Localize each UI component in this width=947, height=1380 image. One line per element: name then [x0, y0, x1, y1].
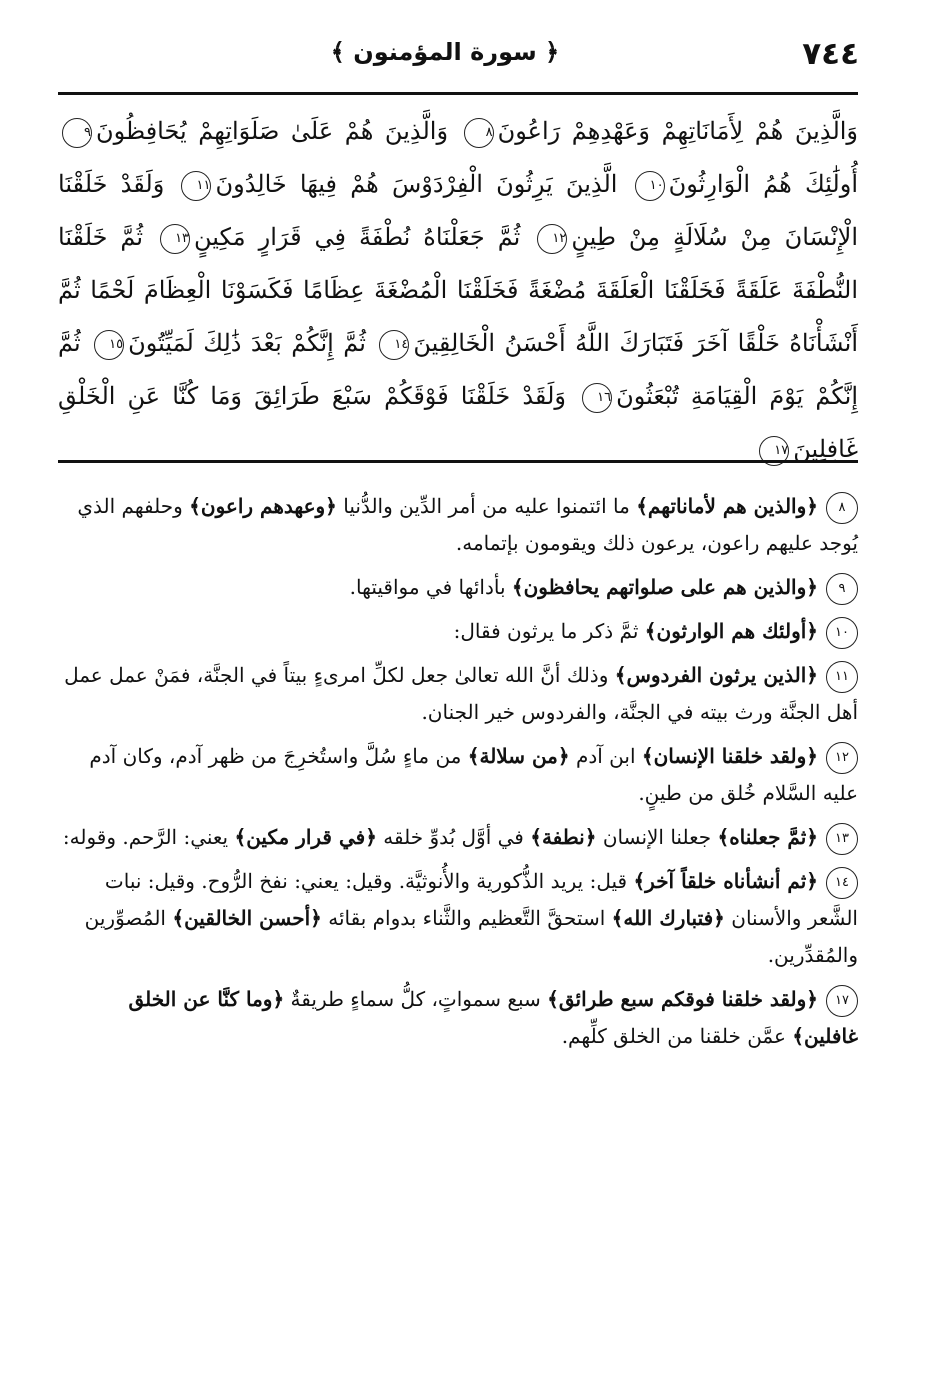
quoted-verse: ﴿وعهدهم راعون﴾ [189, 494, 337, 518]
verse-text: وَلَقَدْ خَلَقْنَا فَوْقَكُمْ سَبْعَ طَرَائِقَ وَمَا كُنَّا عَنِ الْخَلْقِ غَافِلِينَ [58, 382, 858, 463]
verse-number-badge: ١٢ [826, 742, 858, 774]
quoted-verse: ﴿الذين يرثون الفردوس﴾ [614, 663, 818, 687]
verse-number-marker: ١١ [181, 171, 211, 201]
surah-title: ﴿ سورة المؤمنون ﴾ [330, 38, 560, 66]
commentary-note [58, 738, 858, 812]
quoted-verse: ﴿من سلالة﴾ [467, 744, 570, 768]
quoted-verse: ﴿والذين هم على صلواتهم يحافظون﴾ [511, 575, 818, 599]
quoted-verse: ﴿في قرار مكين﴾ [234, 825, 377, 849]
verse-number-marker: ١٠ [635, 171, 665, 201]
verse-number-marker: ١٧ [759, 436, 789, 466]
note-text: ابن آدم [569, 744, 642, 768]
quoted-verse: ﴿والذين هم لأماناتهم﴾ [636, 494, 818, 518]
verse-number-badge: ٩ [826, 573, 858, 605]
quoted-verse: ﴿وما كنَّا عن الخلق غافلين﴾ [128, 987, 858, 1048]
commentary-note [58, 657, 858, 731]
commentary-note [58, 613, 858, 650]
quoted-verse: ﴿ثمَّ جعلناه﴾ [717, 825, 818, 849]
page-number: ٧٤٤ [802, 36, 859, 72]
verse-number-marker: ١٤ [379, 330, 409, 360]
quran-text-block [58, 105, 858, 476]
verse-text: وَالَّذِينَ هُمْ عَلَىٰ صَلَوَاتِهِمْ يُحَافِظُونَ [96, 117, 449, 145]
verse-number-marker: ١٥ [94, 330, 124, 360]
note-text: ثمَّ ذكر ما يرثون فقال: [453, 619, 645, 643]
verse-text: ثُمَّ إِنَّكُمْ يَوْمَ الْقِيَامَةِ تُبْعَثُونَ [58, 329, 858, 410]
commentary-note [58, 981, 858, 1055]
quoted-verse: ﴿فتبارك الله﴾ [611, 906, 725, 930]
note-text: جعلنا الإنسان [596, 825, 718, 849]
verse-number-badge: ١٠ [826, 617, 858, 649]
verse-number-badge: ١١ [826, 661, 858, 693]
verse-number-badge: ١٧ [826, 985, 858, 1017]
note-text: ما ائتمنوا عليه من أمر الدِّين والدُّنيا [336, 494, 637, 518]
verse-text: ثُمَّ خَلَقْنَا النُّطْفَةَ عَلَقَةً فَخَلَقْنَا الْعَلَقَةَ مُضْغَةً فَخَلَقْنَا الْمُضْغَةَ عِظَامًا فَكَسَوْنَا الْعِظَامَ لَحْمًا ثُمَّ أَنْشَأْنَاهُ خَلْقًا آخَرَ فَتَبَارَكَ اللَّهُ أَحْسَنُ الْخَالِقِينَ [58, 223, 858, 357]
section-divider [58, 460, 858, 463]
verse-text: ثُمَّ جَعَلْنَاهُ نُطْفَةً فِي قَرَارٍ مَكِينٍ [194, 223, 521, 251]
quoted-verse: ﴿ولقد خلقنا الإنسان﴾ [641, 744, 818, 768]
commentary-note [58, 863, 858, 974]
commentary-note [58, 569, 858, 606]
quoted-verse: ﴿ولقد خلقنا فوقكم سبع طرائق﴾ [547, 987, 818, 1011]
verse-number-marker: ١٢ [537, 224, 567, 254]
commentary-block [58, 488, 858, 1062]
commentary-note [58, 488, 858, 562]
note-text: قيل: يريد الذُّكورية والأُنوثيَّة. وقيل: يعني: نفخ الرُّوح. وقيل: نبات الشَّعر والأسنان [104, 869, 858, 930]
verse-text: أُولَٰئِكَ هُمُ الْوَارِثُونَ [668, 170, 858, 198]
note-text: عمَّن خلقنا من الخلق كلِّهم. [561, 1024, 793, 1048]
note-text: وحلفهم الذي يُوجد عليهم راعون، يرعون ذلك ويقومون بإتمامه. [77, 494, 858, 555]
verse-number-badge: ١٣ [826, 823, 858, 855]
verse-text: الَّذِينَ يَرِثُونَ الْفِرْدَوْسَ هُمْ فِيهَا خَالِدُونَ [215, 170, 618, 198]
quoted-verse: ﴿أولئك هم الوارثون﴾ [644, 619, 818, 643]
verse-number-badge: ١٤ [826, 867, 858, 899]
verse-number-marker: ١٦ [582, 383, 612, 413]
verse-number-marker: ١٣ [160, 224, 190, 254]
note-text: من ماءٍ سُلَّ واستُخرِجَ من ظهر آدم، وكان آدم عليه السَّلام خُلق من طينٍ. [89, 744, 858, 805]
note-text: سبع سمواتٍ، كلُّ سماءٍ طريقةٌ [284, 987, 548, 1011]
verse-number-marker: ٩ [62, 118, 92, 148]
verse-number-badge: ٨ [826, 492, 858, 524]
note-text: في أوَّل بُدوِّ خلقه [376, 825, 531, 849]
note-text: وذلك أنَّ الله تعالىٰ جعل لكلِّ امرىءٍ بيتاً في الجنَّة، فمَنْ عمل عمل أهل الجنَّة ورث بيته في الجنَّة، والفردوس خير الجنان. [64, 663, 858, 724]
quoted-verse: ﴿ثم أنشأناه خلقاً آخر﴾ [633, 869, 818, 893]
header-divider [58, 92, 858, 95]
quoted-verse: ﴿نطفة﴾ [530, 825, 597, 849]
verse-text: وَالَّذِينَ هُمْ لِأَمَانَاتِهِمْ وَعَهْدِهِمْ رَاعُونَ [497, 117, 859, 145]
verse-number-marker: ٨ [464, 118, 494, 148]
commentary-note [58, 819, 858, 856]
note-text: يعني: الرَّحم. وقوله: [62, 825, 235, 849]
note-text: المُصوِّرين والمُقدِّرين. [84, 906, 858, 967]
quoted-verse: ﴿أحسن الخالقين﴾ [172, 906, 322, 930]
verse-text: ثُمَّ إِنَّكُمْ بَعْدَ ذَٰلِكَ لَمَيِّتُونَ [128, 329, 366, 357]
verse-text: وَلَقَدْ خَلَقْنَا الْإِنْسَانَ مِنْ سُلَالَةٍ مِنْ طِينٍ [58, 170, 858, 251]
note-text: استحقَّ التَّعظيم والثَّناء بدوام بقائه [321, 906, 612, 930]
note-text: بأدائها في مواقيتها. [349, 575, 512, 599]
